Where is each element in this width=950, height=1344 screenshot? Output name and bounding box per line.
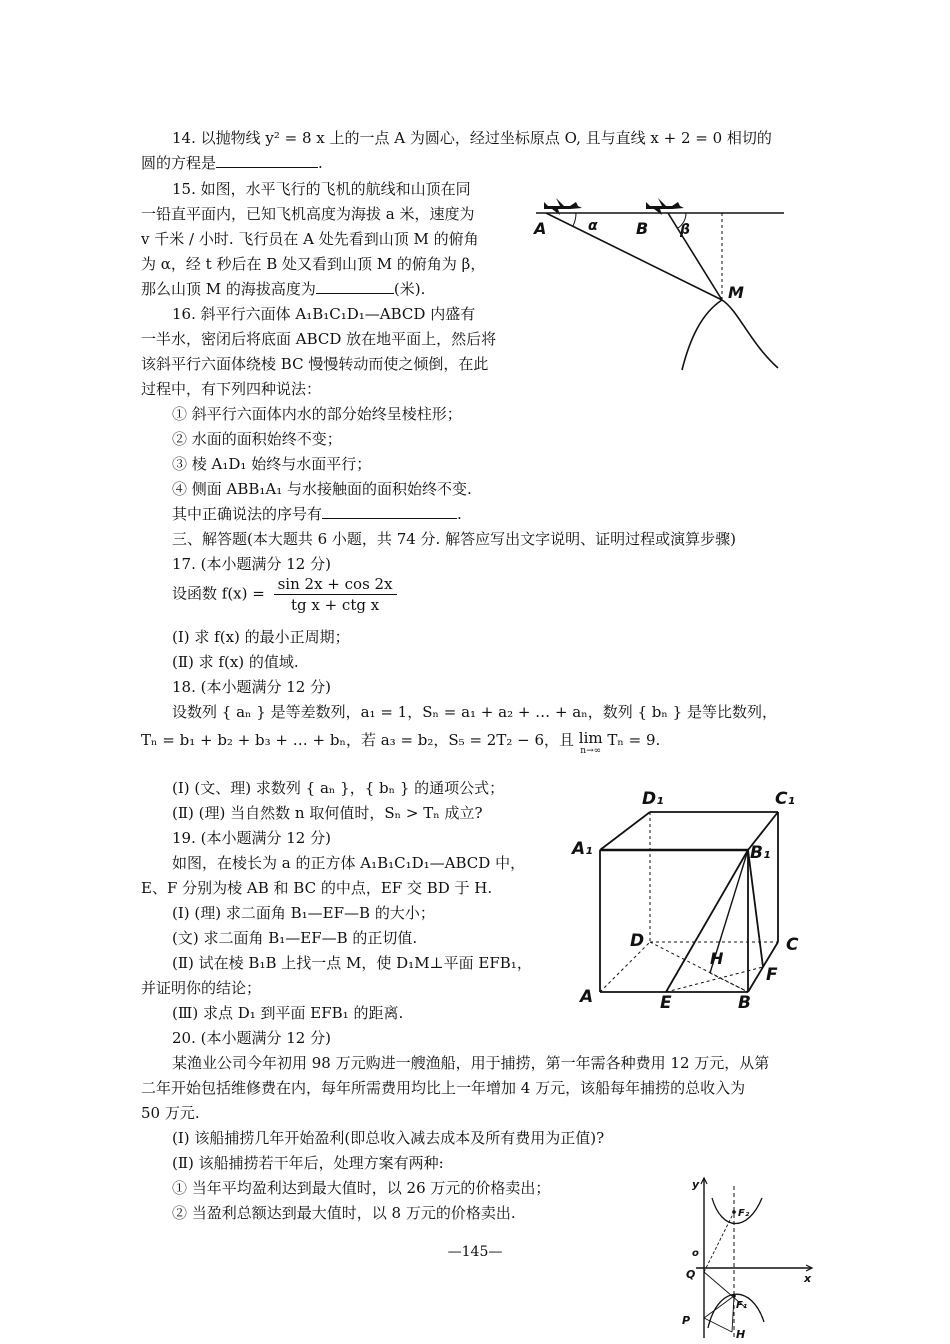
q20-line-4: (Ⅰ) 该船捕捞几年开始盈利(即总收入减去成本及所有费用为正值)? (172, 1129, 605, 1147)
q19-label-d1: D₁ (642, 789, 664, 809)
q17-numerator: sin 2x + cos 2x (274, 574, 397, 595)
q15-last-end: (米). (393, 280, 426, 298)
q19-label-b1: B₁ (750, 843, 771, 863)
q15-label-beta: β (680, 222, 691, 238)
q14-line2-text: 圆的方程是 (141, 154, 217, 172)
q15-line-3: v 千米 / 小时. 飞行员在 A 处先看到山顶 M 的俯角 (141, 230, 479, 248)
q19-line-5: (Ⅱ) 试在棱 B₁B 上找一点 M，使 D₁M⊥平面 EFB₁， (172, 954, 532, 972)
q18-line-2 (141, 730, 660, 756)
q16-answer-end: . (457, 505, 462, 523)
q17-func-prefix: 设函数 f(x) = (172, 584, 265, 603)
q17-header: 17. (本小题满分 12 分) (172, 555, 331, 573)
q20-line-1: 某渔业公司今年初用 98 万元购进一艘渔船，用于捕捞，第一年需各种费用 12 万元，从第 (172, 1054, 770, 1072)
q19-line-2: E、F 分别为棱 AB 和 BC 的中点，EF 交 BD 于 H. (141, 879, 493, 897)
q15-line-5 (141, 279, 425, 299)
q16-item-2: ② 水面的面积始终不变； (172, 430, 342, 448)
q17-function (172, 574, 397, 615)
q16-item-1: ① 斜平行六面体内水的部分始终呈棱柱形； (172, 405, 462, 423)
q16-answer-blank (322, 504, 457, 519)
q20-header: 20. (本小题满分 12 分) (172, 1029, 331, 1047)
q15-label-a: A (534, 219, 547, 238)
q16-item-4: ④ 侧面 ABB₁A₁ 与水接触面的面积始终不变. (172, 480, 472, 498)
q19-label-f: F (766, 965, 778, 985)
q18-header: 18. (本小题满分 12 分) (172, 678, 331, 696)
q20-line-3: 50 万元. (141, 1104, 200, 1122)
page-number: —145— (447, 1244, 503, 1260)
q19-label-c: C (786, 935, 799, 955)
q18-line-2-end: Tₙ = 9. (607, 731, 661, 749)
q16-line-4: 过程中，有下列四种说法： (141, 380, 322, 398)
q15-label-m: M (728, 283, 744, 302)
fig20-label-f1: F₁ (736, 1300, 748, 1311)
q15-label-alpha: α (588, 218, 598, 234)
q16-answer-prompt: 其中正确说法的序号有 (172, 505, 323, 523)
q20-line-7: ② 当盈利总额达到最大值时，以 8 万元的价格卖出. (172, 1204, 516, 1222)
fig20-label-x: x (804, 1272, 812, 1285)
q15-line-1: 15. 如图，水平飞行的飞机的航线和山顶在同 (172, 180, 471, 198)
q15-line-4: 为 α，经 t 秒后在 B 处又看到山顶 M 的俯角为 β， (141, 255, 486, 273)
q18-limit (579, 730, 603, 756)
q19-line-6: 并证明你的结论； (141, 979, 262, 997)
q18-line-1: 设数列 { aₙ } 是等差数列，a₁ = 1，Sₙ = a₁ + a₂ + … + aₙ，数列 { bₙ } 是等比数列， (172, 703, 777, 721)
q19-label-b: B (738, 993, 751, 1013)
q17-denominator: tg x + ctg x (290, 596, 380, 614)
fig20-label-y: y (692, 1178, 700, 1191)
q18-part-2: (Ⅱ) (理) 当自然数 n 取何值时，Sₙ > Tₙ 成立? (172, 804, 483, 822)
q19-label-d: D (630, 931, 645, 951)
fig20-label-p: P (682, 1314, 691, 1327)
q14-line1: 14. 以抛物线 y² = 8 x 上的一点 A 为圆心，经过坐标原点 O, 且与直线 x + 2 = 0 相切的 (172, 129, 772, 147)
q15-answer-blank (316, 279, 394, 294)
q16-line-2: 一半水，密闭后将底面 ABCD 放在地平面上，然后将 (141, 330, 497, 348)
q20-line-5: (Ⅱ) 该船捕捞若干年后，处理方案有两种: (172, 1154, 444, 1172)
q16-line-1: 16. 斜平行六面体 A₁B₁C₁D₁—ABCD 内盛有 (172, 305, 476, 323)
q20-line-6: ① 当年平均盈利达到最大值时，以 26 万元的价格卖出； (172, 1179, 551, 1197)
q20-line-2: 二年开始包括维修费在内，每年所需费用均比上一年增加 4 万元，该船每年捕捞的总收入为 (141, 1079, 746, 1097)
q16-item-3: ③ 棱 A₁D₁ 始终与水面平行； (172, 455, 372, 473)
q19-label-a1: A₁ (572, 839, 593, 859)
q15-last-text: 那么山顶 M 的海拔高度为 (141, 280, 316, 298)
q14-line2 (141, 153, 323, 173)
q18-part-1: (Ⅰ) (文、理) 求数列 { aₙ }，{ bₙ } 的通项公式； (172, 779, 505, 797)
q19-label-h: H (710, 949, 724, 968)
q19-line-3: (Ⅰ) (理) 求二面角 B₁—EF—B 的大小； (172, 904, 435, 922)
q14-answer-blank (216, 153, 318, 168)
q16-answer-line (172, 504, 462, 524)
fig20-label-f2: F₂ (738, 1208, 750, 1219)
fig20-label-q: Q (686, 1268, 696, 1281)
q19-label-e: E (660, 993, 672, 1013)
q15-figure (530, 178, 790, 373)
fig20-label-h: H (736, 1328, 746, 1341)
q17-part-2: (Ⅱ) 求 f(x) 的值域. (172, 653, 299, 671)
section-3-heading: 三、解答题(本大题共 6 小题，共 74 分. 解答应写出文字说明、证明过程或演算步骤) (172, 530, 736, 548)
fig20-label-o: o (692, 1248, 699, 1259)
q19-label-a: A (580, 987, 594, 1007)
q19-label-c1: C₁ (775, 789, 795, 809)
q19-header: 19. (本小题满分 12 分) (172, 829, 331, 847)
q19-line-4: (文) 求二面角 B₁—EF—B 的正切值. (172, 929, 418, 947)
q18-lim-sub: n→∞ (580, 746, 602, 756)
q18-lim-word: lim (578, 729, 603, 747)
q19-line-1: 如图，在棱长为 a 的正方体 A₁B₁C₁D₁—ABCD 中， (172, 854, 526, 872)
q19-cube-figure (570, 782, 815, 1012)
q15-line-2: 一铅直平面内，已知飞机高度为海拔 a 米，速度为 (141, 205, 475, 223)
q17-part-1: (Ⅰ) 求 f(x) 的最小正周期； (172, 628, 350, 646)
q18-line-2-text: Tₙ = b₁ + b₂ + b₃ + … + bₙ，若 a₃ = b₂，S₅ = 2T₂ − 6，且 (141, 731, 575, 749)
q16-line-3: 该斜平行六面体绕棱 BC 慢慢转动而使之倾倒，在此 (141, 355, 489, 373)
q17-fraction (274, 574, 397, 615)
q19-line-7: (Ⅲ) 求点 D₁ 到平面 EFB₁ 的距离. (172, 1004, 404, 1022)
q14-line2-end: . (318, 154, 323, 172)
q15-label-b: B (636, 219, 649, 238)
